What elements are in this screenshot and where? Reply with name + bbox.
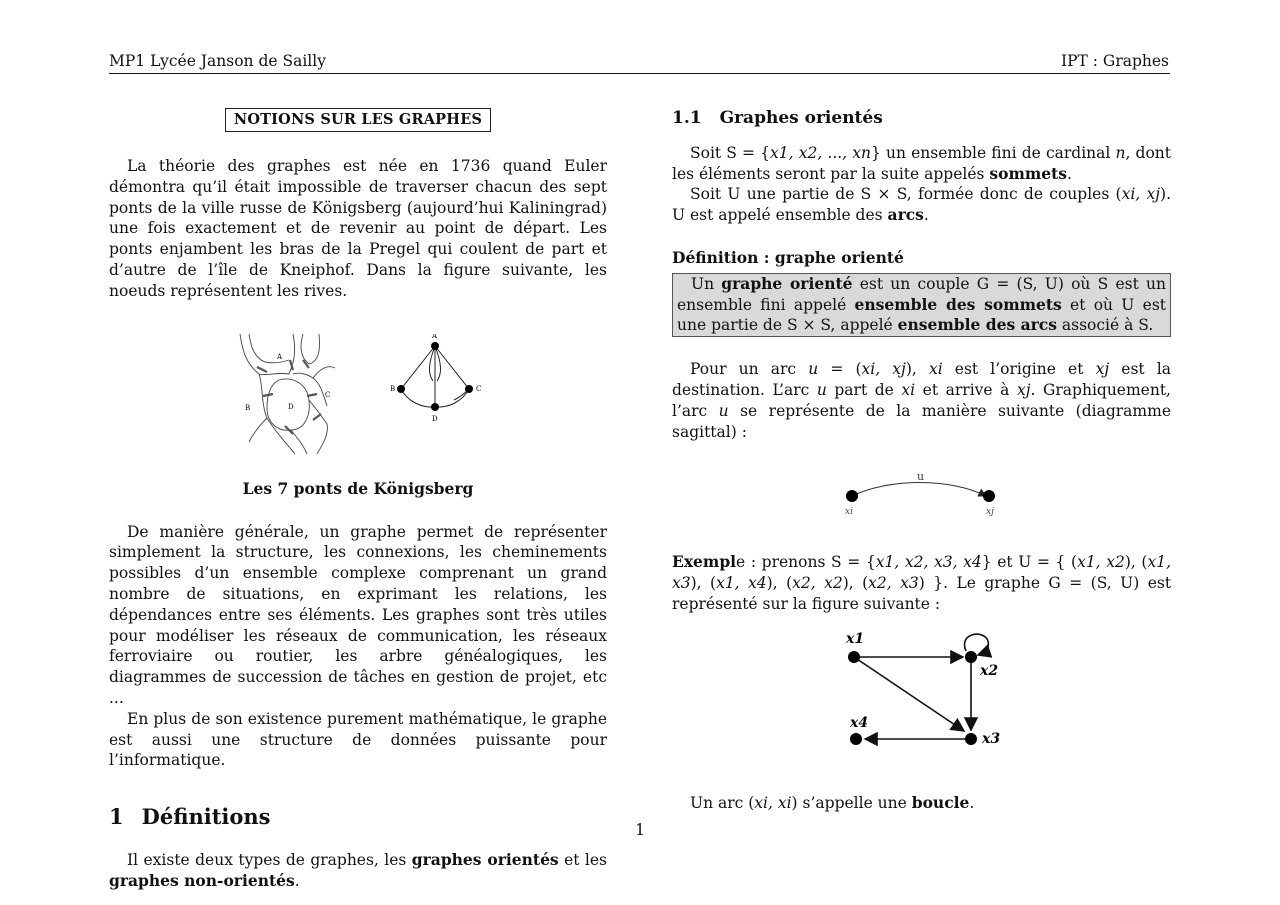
paragraph-graph-uses: De manière générale, un graphe permet de représenter simplement la structure, les connexions, les cheminements possibles d’un ensemble complexe comprenant un grand nombre de situations, en exprimant les relations, les dépendances entre ses éléments. Les graphes sont très utiles pour modéliser les réseaux de communication, les réseaux ferroviaire ou routier, les arbre généalogiques, les diagrammes de succession de tâches en gestion de projet, etc ... (109, 522, 607, 707)
map-label-b: B (245, 403, 251, 412)
graph-label-c: C (476, 384, 482, 393)
page-number: 1 (635, 821, 645, 839)
konigsberg-map-sketch (237, 334, 347, 454)
node-label-x3: x3 (982, 730, 1001, 747)
definition-text: Un graphe orienté est un couple G = (S, U) où S est un ensemble fini appelé ensemble des sommets et où U est une partie de S × S, appelé ensemble des arcs associé à S. (677, 273, 1166, 335)
term-oriented-graphs: graphes orientés (411, 849, 559, 869)
term-boucle: boucle (911, 792, 970, 812)
graph-label-d: D (432, 414, 438, 423)
left-column (109, 108, 607, 892)
node-label-x4: x4 (850, 714, 869, 731)
paragraph-data-structure: En plus de son existence purement mathématique, le graphe est aussi une structure de données puissante pour l’informatique. (109, 709, 607, 770)
right-column (672, 108, 1171, 814)
map-label-c: C (325, 390, 331, 399)
header-left: MP1 Lycée Janson de Sailly (109, 52, 326, 70)
example-graph-figure (672, 615, 1171, 793)
paragraph-example: Exemple : prenons S = {x1, x2, x3, x4} et U = { (x1, x2), (x1, x3), (x1, x4), (x2, x2), (x2, x3) }. Le graphe G = (S, U) est représenté sur la figure suivante : (672, 552, 1172, 613)
paragraph-loop: Un arc (xi, xi) s’appelle une boucle. (690, 792, 975, 812)
map-label-d: D (288, 402, 294, 411)
term-arcs: arcs (887, 205, 924, 225)
subsection-number: 1.1 (672, 108, 702, 128)
paragraph-arcs: Soit U une partie de S × S, formée donc de couples (xi, xj). U est appelé ensemble des arcs. (672, 185, 1171, 225)
arc-end-label: xj (986, 507, 994, 518)
header-right: IPT : Graphes (1060, 52, 1169, 70)
example-directed-graph (832, 631, 1012, 771)
term-sommets: sommets (989, 163, 1068, 183)
term-non-oriented-graphs: graphes non-orientés (109, 870, 295, 890)
definition-box (672, 273, 1171, 337)
example-label: Exempl (672, 552, 737, 572)
konigsberg-figure (109, 314, 607, 522)
konigsberg-graph (386, 334, 496, 434)
intro-paragraph: La théorie des graphes est née en 1736 quand Euler démontra qu’il était impossible de traverser chacun des sept ponts de la ville russe de Königsberg (aujourd’hui Kaliningrad) une fois exactement et de revenir au point de départ. Les ponts enjambent les bras de la Pregel qui coulent de part et d’autre de l’île de Kneiphof. Dans la figure suivante, les noeuds représentent les rives. (109, 157, 607, 300)
map-label-a: A (277, 352, 283, 361)
header-rule (109, 73, 1170, 74)
sagittal-arc-figure (672, 442, 1171, 552)
subsection-title: Graphes orientés (719, 108, 883, 128)
graph-label-a: A (432, 333, 438, 340)
boxed-title: NOTIONS SUR LES GRAPHES (225, 108, 491, 132)
paragraph-graph-types: Il existe deux types de graphes, les graphes orientés et les graphes non-orientés. (109, 849, 607, 890)
arc-start-label: xi (845, 507, 853, 518)
section-number: 1 (109, 804, 124, 830)
subsection-heading (672, 108, 1171, 129)
arc-label: u (917, 470, 925, 484)
node-label-x2: x2 (980, 662, 999, 679)
figure-caption: Les 7 ponts de Königsberg (242, 478, 474, 498)
sagittal-arc-diagram (840, 468, 1010, 528)
section-title: Définitions (141, 804, 271, 830)
paragraph-arc-origin: Pour un arc u = (xi, xj), xi est l’origine et xj est la destination. L’arc u part de xi et arrive à xj. Graphiquement, l’arc u se représente de la manière suivante (diagramme sagittal) : (672, 360, 1171, 441)
node-label-x1: x1 (846, 630, 865, 647)
paragraph-vertices: Soit S = {x1, x2, ..., xn} un ensemble fini de cardinal n, dont les éléments seront par la suite appelés sommets. (672, 143, 1172, 183)
definition-title: Définition : graphe orienté (672, 247, 904, 267)
graph-label-b: B (390, 384, 396, 393)
